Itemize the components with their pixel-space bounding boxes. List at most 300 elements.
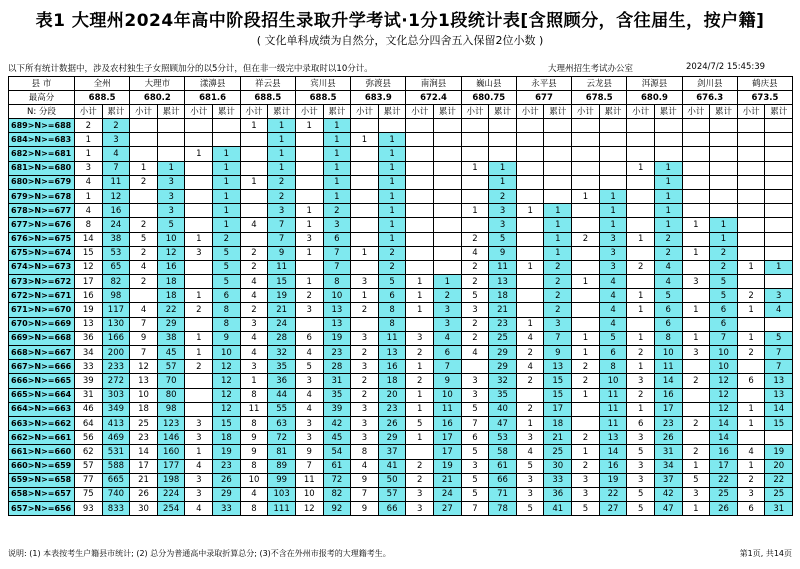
subtotal-cell: 1	[75, 147, 103, 161]
subtotal-cell: 33	[75, 360, 103, 374]
score-segment: 671>N>=670	[9, 303, 75, 317]
subtotal-cell: 2	[572, 459, 600, 473]
subtotal-cell: 3	[627, 473, 655, 487]
cumulative-cell	[434, 161, 462, 175]
subtotal-cell: 3	[682, 346, 710, 360]
cumulative-cell: 7	[323, 260, 351, 274]
header-county-label: 县 市	[9, 77, 75, 91]
county-max-score: 677	[516, 91, 571, 105]
cumulative-cell: 233	[102, 360, 130, 374]
subtotal-cell: 6	[461, 431, 489, 445]
cumulative-cell: 17	[654, 402, 682, 416]
cumulative-cell: 18	[489, 289, 517, 303]
cumulative-cell: 13	[378, 346, 406, 360]
subtotal-cell: 1	[130, 161, 158, 175]
cumulative-cell: 25	[765, 487, 793, 501]
cumulative-cell: 15	[268, 275, 296, 289]
cumulative-cell: 18	[544, 416, 572, 430]
subtotal-cell: 4	[295, 402, 323, 416]
cumulative-cell: 2	[434, 289, 462, 303]
subtotal-cell	[682, 204, 710, 218]
subtotal-cell: 2	[572, 374, 600, 388]
subtotal-cell: 2	[461, 260, 489, 274]
subtotal-cell	[682, 388, 710, 402]
cumulative-cell: 39	[323, 402, 351, 416]
cumulative-cell: 1	[378, 189, 406, 203]
note-row	[8, 62, 792, 74]
subtotal-cell: 1	[737, 303, 765, 317]
cumulative-cell: 37	[378, 445, 406, 459]
subtotal-cell: 77	[75, 473, 103, 487]
subtotal-cell	[516, 289, 544, 303]
subtotal-cell	[295, 147, 323, 161]
cumulative-cell: 16	[434, 416, 462, 430]
cumulative-cell: 44	[268, 388, 296, 402]
cumulative-cell: 13	[599, 431, 627, 445]
subtotal-cell: 21	[130, 473, 158, 487]
subtotal-cell: 3	[737, 487, 765, 501]
subtotal-cell: 3	[516, 473, 544, 487]
score-segment: 678>N>=677	[9, 204, 75, 218]
cumulative-cell: 111	[268, 502, 296, 516]
cumulative-cell: 8	[378, 303, 406, 317]
cumulative-cell: 57	[157, 360, 185, 374]
subtotal-cell: 2	[572, 431, 600, 445]
cumulative-cell: 53	[489, 431, 517, 445]
cumulative-cell: 1	[268, 147, 296, 161]
cumulative-cell: 665	[102, 473, 130, 487]
cumulative-cell	[765, 275, 793, 289]
cumulative-cell: 3	[268, 204, 296, 218]
subtotal-cell: 1	[627, 402, 655, 416]
cumulative-cell: 26	[213, 473, 241, 487]
subtotal-cell	[185, 388, 213, 402]
cumulative-cell: 27	[599, 502, 627, 516]
subtotal-cell	[295, 260, 323, 274]
cumulative-cell: 117	[102, 303, 130, 317]
cumulative-cell: 160	[157, 445, 185, 459]
cumulative-cell	[710, 189, 738, 203]
cumulative-cell: 1	[544, 204, 572, 218]
county-name: 巍山县	[461, 77, 516, 91]
cumulative-cell: 15	[765, 416, 793, 430]
subtotal-cell: 2	[516, 346, 544, 360]
score-segment: 680>N>=679	[9, 175, 75, 189]
cumulative-cell: 10	[157, 232, 185, 246]
subtotal-cell: 2	[682, 374, 710, 388]
score-segment: 664>N>=663	[9, 402, 75, 416]
subtotal-cell	[295, 133, 323, 147]
table-row	[9, 204, 793, 218]
subtotal-cell: 1	[295, 218, 323, 232]
subtotal-cell: 1	[682, 303, 710, 317]
cumulative-cell	[765, 246, 793, 260]
cumulative-cell: 1	[213, 189, 241, 203]
subtotal-cell	[406, 445, 434, 459]
cumulative-cell: 12	[157, 246, 185, 260]
cumulative-cell: 103	[268, 487, 296, 501]
cumulative-cell: 1	[213, 161, 241, 175]
county-name: 云龙县	[572, 77, 627, 91]
cumulative-cell: 3	[157, 189, 185, 203]
cumulative-cell: 98	[102, 289, 130, 303]
cumulative-cell: 9	[489, 246, 517, 260]
cumulative-cell: 5	[599, 331, 627, 345]
county-max-score: 680.9	[627, 91, 682, 105]
subtotal-cell: 3	[406, 502, 434, 516]
subtotal-cell	[406, 147, 434, 161]
subtotal-cell	[737, 218, 765, 232]
subtotal-cell: 3	[351, 360, 379, 374]
county-max-score: 683.9	[351, 91, 406, 105]
cumulative-cell	[710, 204, 738, 218]
cumulative-cell: 18	[157, 289, 185, 303]
cumulative-cell: 8	[378, 317, 406, 331]
cumulative-cell	[710, 133, 738, 147]
table-row	[9, 487, 793, 501]
cumulative-cell: 1	[765, 260, 793, 274]
cumulative-cell	[599, 119, 627, 133]
cumulative-cell	[434, 232, 462, 246]
table-row	[9, 360, 793, 374]
cumulative-cell: 1	[378, 204, 406, 218]
subtotal-cell: 1	[516, 204, 544, 218]
subtotal-cell: 25	[130, 416, 158, 430]
cumulative-cell: 29	[489, 360, 517, 374]
cumulative-cell: 42	[323, 416, 351, 430]
cumulative-cell: 1	[544, 246, 572, 260]
subtotal-cell	[130, 204, 158, 218]
subtotal-cell	[737, 204, 765, 218]
subtotal-cell: 4	[240, 275, 268, 289]
cumulative-cell: 13	[544, 360, 572, 374]
subtotal-cell	[185, 119, 213, 133]
cumulative-cell: 72	[268, 431, 296, 445]
subtotal-cell: 1	[185, 289, 213, 303]
subtotal-cell	[737, 147, 765, 161]
subtotal-cell	[682, 431, 710, 445]
cumulative-cell: 5	[710, 275, 738, 289]
subtotal-cell: 4	[516, 331, 544, 345]
subtotal-cell: 31	[75, 388, 103, 402]
subtotal-header: 小计	[351, 105, 379, 119]
cumulative-cell: 8	[213, 303, 241, 317]
subtotal-cell: 8	[351, 445, 379, 459]
cumulative-cell: 12	[710, 374, 738, 388]
cumulative-cell: 36	[544, 487, 572, 501]
cumulative-cell: 71	[489, 487, 517, 501]
county-name: 弥渡县	[351, 77, 406, 91]
cumulative-cell	[544, 161, 572, 175]
subtotal-cell: 1	[627, 289, 655, 303]
cumulative-cell: 1	[654, 218, 682, 232]
subtotal-cell: 13	[130, 374, 158, 388]
cumulative-cell: 18	[213, 431, 241, 445]
cumulative-cell: 123	[157, 416, 185, 430]
subtotal-cell: 3	[627, 459, 655, 473]
subtotal-cell: 8	[240, 459, 268, 473]
cumulative-cell: 12	[710, 402, 738, 416]
subtotal-cell: 2	[737, 346, 765, 360]
subtotal-cell	[351, 119, 379, 133]
subtotal-cell: 5	[406, 416, 434, 430]
subtotal-cell: 3	[627, 431, 655, 445]
subtotal-cell: 2	[130, 246, 158, 260]
subtotal-cell: 2	[682, 445, 710, 459]
cumulative-cell: 14	[654, 374, 682, 388]
cumulative-cell: 6	[434, 346, 462, 360]
cumulative-cell	[157, 119, 185, 133]
subtotal-cell	[682, 161, 710, 175]
subtotal-cell: 1	[516, 317, 544, 331]
subtotal-cell: 2	[351, 374, 379, 388]
subtotal-header: 小计	[406, 105, 434, 119]
cumulative-cell: 53	[102, 246, 130, 260]
subtotal-cell	[351, 232, 379, 246]
subtotal-cell	[682, 360, 710, 374]
subtotal-cell: 1	[516, 416, 544, 430]
cumulative-cell	[765, 232, 793, 246]
score-segment: 677>N>=676	[9, 218, 75, 232]
header-segment-label: N: 分段	[9, 105, 75, 119]
cumulative-cell: 26	[654, 431, 682, 445]
score-segment: 660>N>=659	[9, 459, 75, 473]
table-row	[9, 473, 793, 487]
subtotal-cell	[351, 161, 379, 175]
cumulative-cell: 3	[434, 303, 462, 317]
cumulative-cell: 63	[268, 416, 296, 430]
cumulative-cell: 20	[765, 459, 793, 473]
subtotal-cell	[682, 175, 710, 189]
cumulative-cell: 5	[710, 289, 738, 303]
subtotal-cell: 5	[461, 487, 489, 501]
cumulative-cell: 22	[710, 473, 738, 487]
subtotal-cell: 1	[406, 388, 434, 402]
subtotal-cell: 2	[130, 218, 158, 232]
table-row	[9, 289, 793, 303]
subtotal-cell	[185, 275, 213, 289]
subtotal-cell: 1	[351, 133, 379, 147]
score-segment: 684>N>=683	[9, 133, 75, 147]
subtotal-cell	[682, 147, 710, 161]
subtotal-cell: 2	[516, 402, 544, 416]
subtotal-cell: 1	[682, 218, 710, 232]
subtotal-cell: 3	[295, 303, 323, 317]
cumulative-cell: 8	[654, 331, 682, 345]
cumulative-cell: 12	[213, 360, 241, 374]
subtotal-cell: 64	[75, 416, 103, 430]
subtotal-cell: 7	[130, 346, 158, 360]
subtotal-cell: 3	[461, 303, 489, 317]
cumulative-cell: 16	[654, 388, 682, 402]
subtotal-cell: 2	[737, 473, 765, 487]
subtotal-cell	[572, 303, 600, 317]
cumulative-cell: 6	[599, 346, 627, 360]
cumulative-cell: 35	[268, 360, 296, 374]
subtotal-cell: 2	[627, 346, 655, 360]
subtotal-cell	[737, 246, 765, 260]
subtotal-cell: 2	[516, 374, 544, 388]
cumulative-cell: 19	[268, 289, 296, 303]
cumulative-cell: 1	[213, 175, 241, 189]
cumulative-cell: 99	[268, 473, 296, 487]
cumulative-cell: 3	[765, 289, 793, 303]
table-wrapper	[8, 76, 792, 516]
cumulative-cell: 22	[157, 303, 185, 317]
cumulative-cell: 11	[268, 260, 296, 274]
page-indicator: 第1页, 共14页	[739, 549, 792, 558]
cumulative-cell: 12	[102, 189, 130, 203]
cumulative-cell	[434, 218, 462, 232]
subtotal-cell: 1	[572, 388, 600, 402]
subtotal-cell: 3	[682, 275, 710, 289]
cumulative-cell: 2	[102, 119, 130, 133]
subtotal-cell: 1	[627, 331, 655, 345]
subtotal-cell: 2	[406, 346, 434, 360]
table-row	[9, 275, 793, 289]
subtotal-cell	[572, 218, 600, 232]
cumulative-cell: 58	[489, 445, 517, 459]
score-segment: 666>N>=665	[9, 374, 75, 388]
subtotal-cell	[240, 189, 268, 203]
table-row	[9, 402, 793, 416]
cumulative-cell: 6	[323, 232, 351, 246]
cumulative-cell: 11	[489, 260, 517, 274]
subtotal-header: 小计	[737, 105, 765, 119]
cumulative-cell: 9	[268, 246, 296, 260]
subtotal-cell: 12	[130, 360, 158, 374]
subtotal-cell: 6	[627, 416, 655, 430]
subtotal-cell	[461, 360, 489, 374]
subtotal-cell: 4	[461, 346, 489, 360]
subtotal-cell: 2	[406, 459, 434, 473]
cumulative-cell: 7	[102, 161, 130, 175]
subtotal-cell: 1	[461, 161, 489, 175]
score-segment: 661>N>=660	[9, 445, 75, 459]
table-row	[9, 459, 793, 473]
subtotal-cell: 18	[130, 402, 158, 416]
cumulative-cell: 2	[654, 246, 682, 260]
subtotal-cell	[516, 175, 544, 189]
subtotal-cell	[627, 246, 655, 260]
cumulative-cell: 2	[654, 232, 682, 246]
cumulative-cell: 10	[213, 346, 241, 360]
cumulative-cell	[434, 260, 462, 274]
page-title: 表1 大理州2024年高中阶段招生录取升学考试·1分1段统计表[含照顾分，含往届生，按户籍]	[35, 11, 765, 31]
cumulative-cell: 13	[323, 317, 351, 331]
cumulative-cell: 198	[157, 473, 185, 487]
subtotal-cell	[130, 119, 158, 133]
cumulative-cell: 2	[710, 246, 738, 260]
score-segment: 682>N>=681	[9, 147, 75, 161]
cumulative-cell: 7	[268, 232, 296, 246]
cumulative-cell: 11	[434, 402, 462, 416]
cumulative-header: 累计	[378, 105, 406, 119]
subtotal-cell: 1	[75, 189, 103, 203]
subtotal-cell	[627, 218, 655, 232]
subtotal-cell	[185, 374, 213, 388]
subtotal-cell: 10	[130, 388, 158, 402]
page-subtitle: ( 文化单科成绩为自然分，文化总分四舍五入保留2位小数 )	[256, 34, 544, 47]
cumulative-cell	[765, 147, 793, 161]
cumulative-cell: 25	[544, 445, 572, 459]
subtotal-cell	[185, 218, 213, 232]
subtotal-cell: 1	[406, 360, 434, 374]
table-row	[9, 175, 793, 189]
cumulative-cell: 21	[544, 431, 572, 445]
subtotal-cell	[185, 189, 213, 203]
cumulative-cell: 5	[654, 289, 682, 303]
subtotal-cell: 2	[130, 275, 158, 289]
cumulative-header: 累计	[765, 105, 793, 119]
subtotal-cell: 8	[240, 388, 268, 402]
cumulative-cell: 1	[654, 189, 682, 203]
subtotal-cell: 2	[75, 119, 103, 133]
subtotal-cell: 7	[130, 317, 158, 331]
subtotal-cell	[682, 260, 710, 274]
cumulative-cell: 54	[323, 445, 351, 459]
subtotal-cell: 30	[130, 502, 158, 516]
cumulative-cell: 14	[710, 416, 738, 430]
cumulative-cell: 31	[654, 445, 682, 459]
subtotal-cell: 3	[295, 416, 323, 430]
subtotal-cell: 4	[240, 289, 268, 303]
subtotal-cell: 46	[75, 402, 103, 416]
subtotal-cell	[295, 317, 323, 331]
cumulative-cell: 18	[157, 275, 185, 289]
subtotal-cell: 12	[295, 502, 323, 516]
cumulative-cell: 50	[378, 473, 406, 487]
subtotal-cell: 4	[351, 459, 379, 473]
subtotal-cell: 2	[240, 246, 268, 260]
cumulative-cell: 469	[102, 431, 130, 445]
cumulative-cell: 31	[765, 502, 793, 516]
cumulative-cell: 10	[434, 388, 462, 402]
subtotal-cell: 2	[627, 388, 655, 402]
cumulative-cell: 1	[268, 119, 296, 133]
cumulative-cell: 23	[323, 346, 351, 360]
subtotal-cell: 4	[240, 331, 268, 345]
subtotal-cell: 7	[351, 487, 379, 501]
cumulative-cell: 3	[599, 260, 627, 274]
timestamp: 2024/7/2 15:45:39	[686, 62, 766, 72]
cumulative-cell	[434, 147, 462, 161]
cumulative-cell: 2	[544, 303, 572, 317]
subtotal-cell	[737, 360, 765, 374]
subtotal-cell: 4	[185, 459, 213, 473]
cumulative-cell: 16	[102, 204, 130, 218]
county-name: 漾濞县	[185, 77, 240, 91]
cumulative-cell: 57	[378, 487, 406, 501]
subtotal-cell: 3	[516, 487, 544, 501]
cumulative-cell: 6	[710, 303, 738, 317]
cumulative-cell: 37	[654, 473, 682, 487]
cumulative-cell	[765, 175, 793, 189]
table-row	[9, 119, 793, 133]
county-max-score: 680.2	[130, 91, 185, 105]
cumulative-cell: 32	[489, 374, 517, 388]
cumulative-cell: 2	[378, 260, 406, 274]
score-segment: 672>N>=671	[9, 289, 75, 303]
cumulative-header: 累计	[213, 105, 241, 119]
cumulative-cell: 1	[599, 204, 627, 218]
subtotal-cell: 16	[75, 289, 103, 303]
subtotal-cell	[572, 246, 600, 260]
subtotal-cell	[295, 175, 323, 189]
table-row	[9, 346, 793, 360]
subtotal-cell: 3	[461, 388, 489, 402]
subtotal-cell	[516, 161, 544, 175]
